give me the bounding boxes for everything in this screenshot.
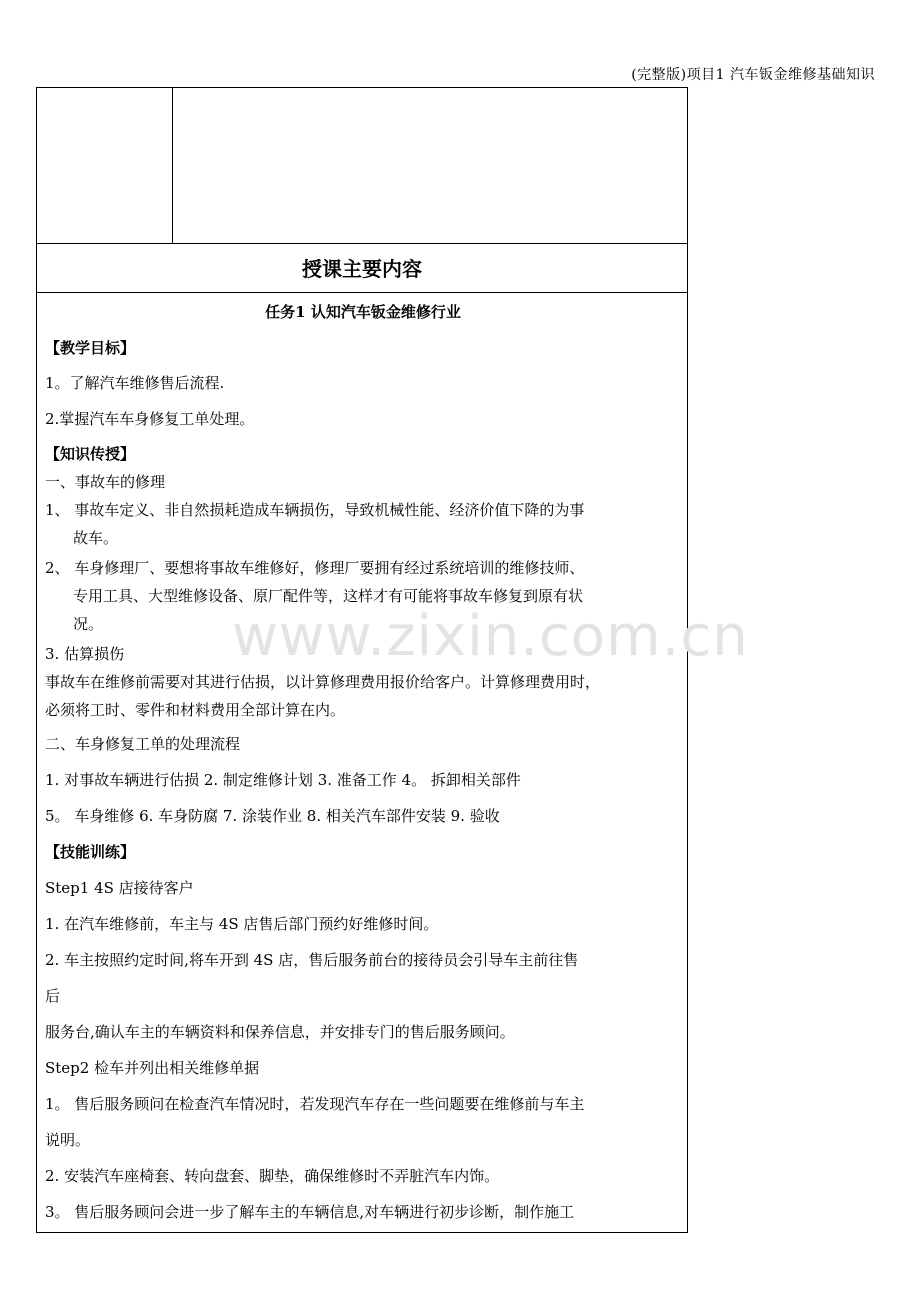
section-title: 授课主要内容 (37, 243, 687, 293)
flow-steps: 1. 对事故车辆进行估损 2. 制定维修计划 3. 准备工作 4。 拆卸相关部件 (45, 771, 521, 789)
knowledge-item-cont: 故车。 (73, 529, 119, 547)
knowledge-item-cont: 况。 (73, 615, 104, 633)
step-item: 1. 在汽车维修前，车主与 4S 店售后部门预约好维修时间。 (45, 915, 439, 933)
top-row (37, 88, 687, 244)
step-item: 3。 售后服务顾问会进一步了解车主的车辆信息,对车辆进行初步诊断，制作施工 (45, 1203, 575, 1221)
step-title: Step1 4S 店接待客户 (45, 879, 194, 897)
goal-heading: 【教学目标】 (45, 339, 136, 357)
knowledge-item: 2、 车身修理厂、要想将事故车维修好，修理厂要拥有经过系统培训的维修技师、 (45, 559, 585, 577)
top-left-cell (37, 88, 173, 243)
knowledge-section: 一、事故车的修理 (45, 473, 166, 491)
page-header: (完整版)项目1 汽车钣金维修基础知识 (631, 67, 875, 83)
knowledge-paragraph: 事故车在维修前需要对其进行估损，以计算修理费用报价给客户。计算修理费用时， (45, 673, 601, 691)
step-item-cont: 后 (45, 987, 61, 1005)
step-item-cont: 服务台,确认车主的车辆资料和保养信息，并安排专门的售后服务顾问。 (45, 1023, 515, 1041)
skill-heading: 【技能训练】 (45, 843, 136, 861)
watermark: www.zixin.com.cn (232, 604, 749, 669)
knowledge-paragraph: 必须将工时、零件和材料费用全部计算在内。 (45, 701, 346, 719)
flow-steps: 5。 车身维修 6. 车身防腐 7. 涂装作业 8. 相关汽车部件安装 9. 验收 (45, 807, 500, 825)
goal-item: 2.掌握汽车车身修复工单处理。 (45, 410, 255, 428)
task-title: 任务1 认知汽车钣金维修行业 (265, 303, 461, 321)
knowledge-item: 3. 估算损伤 (45, 645, 125, 663)
step-item: 2. 安装汽车座椅套、转向盘套、脚垫，确保维修时不弄脏汽车内饰。 (45, 1167, 500, 1185)
step-item: 1。 售后服务顾问在检查汽车情况时，若发现汽车存在一些问题要在维修前与车主 (45, 1095, 585, 1113)
step-title: Step2 检车并列出相关维修单据 (45, 1059, 260, 1077)
knowledge-section: 二、车身修复工单的处理流程 (45, 735, 241, 753)
goal-item: 1。了解汽车维修售后流程. (45, 374, 225, 392)
knowledge-item-cont: 专用工具、大型维修设备、原厂配件等，这样才有可能将事故车修复到原有状 (73, 587, 584, 605)
step-item: 2. 车主按照约定时间,将车开到 4S 店，售后服务前台的接待员会引导车主前往售 (45, 951, 579, 969)
lesson-table (36, 87, 688, 1233)
step-item-cont: 说明。 (45, 1131, 91, 1149)
knowledge-heading: 【知识传授】 (45, 445, 136, 463)
knowledge-item: 1、 事故车定义、非自然损耗造成车辆损伤，导致机械性能、经济价值下降的为事 (45, 501, 585, 519)
